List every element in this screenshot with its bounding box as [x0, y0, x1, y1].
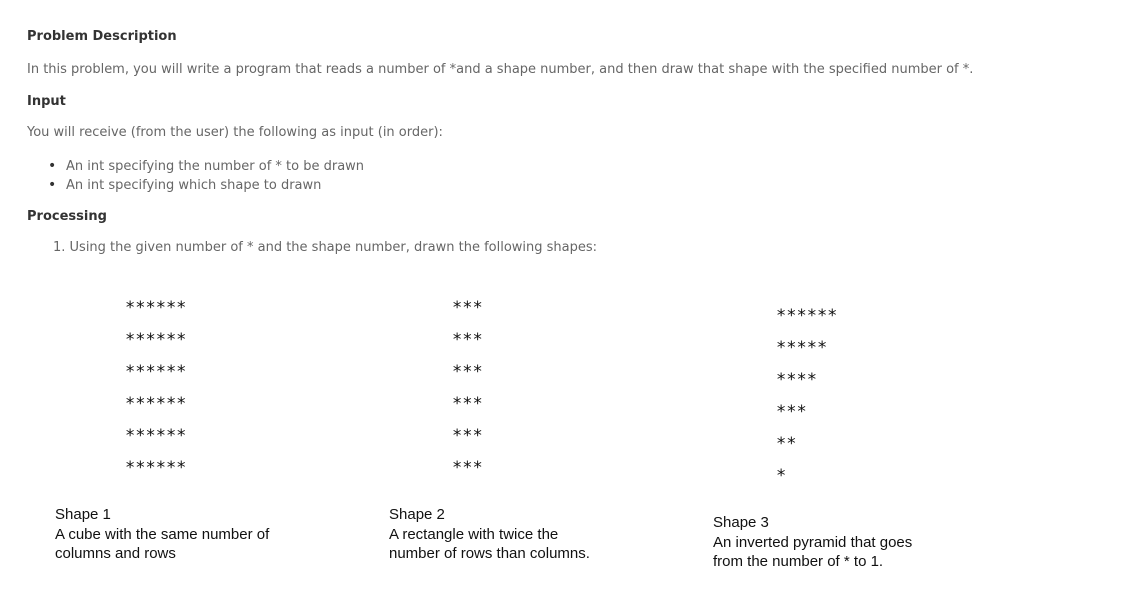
shape-row: ***: [776, 402, 807, 422]
shape-1-description: columns and rows: [55, 545, 176, 562]
shape-1-description: A cube with the same number of: [55, 525, 270, 543]
processing-step: 1. Using the given number of * and the shape number, drawn the following shapes:: [53, 240, 598, 255]
shape-2-caption: [389, 505, 590, 564]
input-text: You will receive (from the user) the following as input (in order):: [27, 125, 443, 140]
shape-row: ******: [125, 362, 187, 382]
shape-row: ****: [776, 370, 817, 390]
shape-2-description: number of rows than columns.: [389, 545, 590, 562]
list-item: • An int specifying the number of * to be drawn: [48, 157, 364, 176]
shape-row: ***: [452, 330, 483, 350]
processing-heading: Processing: [27, 209, 107, 224]
shape-row: ******: [125, 298, 187, 318]
list-item: • An int specifying which shape to drawn: [48, 176, 364, 195]
shape-row: *****: [776, 338, 828, 358]
shape-row: ***: [452, 458, 483, 478]
shape-1-drawing: [125, 297, 186, 489]
shape-2-description: A rectangle with twice the: [389, 525, 559, 543]
shape-row: *: [776, 466, 787, 486]
shape-2-drawing: [452, 297, 483, 489]
shape-row: ***: [452, 426, 483, 446]
shape-row: ******: [125, 394, 187, 414]
input-list: [48, 157, 364, 195]
shape-row: ******: [125, 458, 187, 478]
shape-row: **: [776, 434, 797, 454]
shape-row: ******: [125, 330, 187, 350]
shape-row: ******: [776, 306, 838, 326]
shape-1-title: Shape 1: [55, 506, 111, 523]
shape-3-caption: [713, 513, 912, 572]
problem-description-text: In this problem, you will write a program that reads a number of *and a shape number, and then draw that shape with the specified number of *.: [27, 62, 974, 77]
problem-description-heading: Problem Description: [27, 29, 177, 44]
shape-1-caption: [55, 505, 269, 564]
input-heading: Input: [27, 94, 66, 109]
shape-row: ***: [452, 298, 483, 318]
shape-row: ***: [452, 394, 483, 414]
shape-3-description: An inverted pyramid that goes: [713, 533, 913, 551]
shape-3-title: Shape 3: [713, 514, 769, 531]
shape-3-drawing: [776, 305, 837, 497]
shape-row: ******: [125, 426, 187, 446]
shape-3-description: from the number of * to 1.: [713, 553, 884, 570]
shape-2-title: Shape 2: [389, 506, 445, 523]
shape-row: ***: [452, 362, 483, 382]
